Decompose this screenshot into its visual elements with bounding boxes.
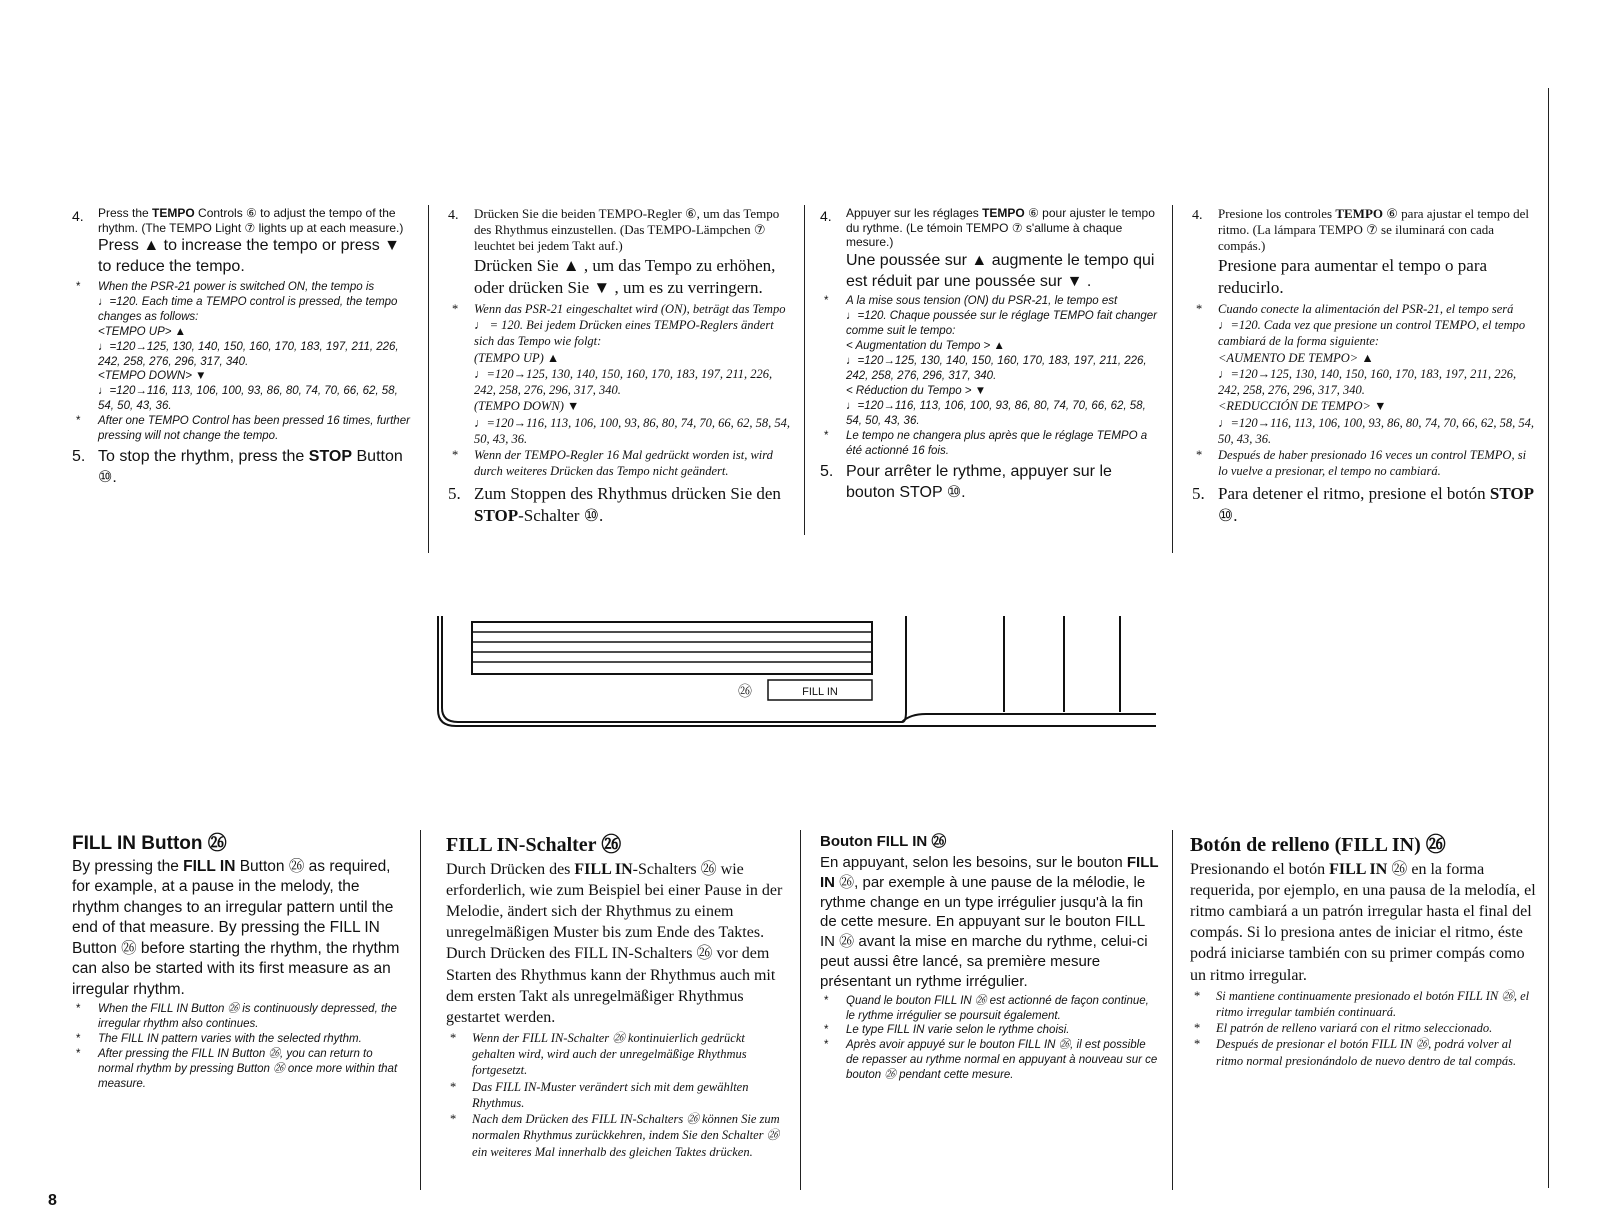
stop-keyword: STOP — [474, 505, 519, 525]
step-summary: Press ▲ to increase the tempo or press ▼ to reduce the tempo. — [98, 237, 401, 276]
fill-in-notes — [1190, 988, 1536, 1069]
section-title: Bouton FILL IN ㉖ — [820, 833, 947, 850]
section-title: FILL IN Button ㉖ — [72, 833, 227, 854]
step-5 — [448, 482, 790, 527]
step-instruction: Drücken Sie die beiden TEMPO-Regler ⑥, um das Tempo des Rhythmus einzustellen. (Das TEMPO-Lämpchen ⑦ leuchtet bei jedem Takt auf.) — [474, 206, 780, 253]
tempo-up-label: (TEMPO UP) ▲ — [474, 350, 560, 365]
column-rule-1 — [428, 205, 429, 553]
note-item — [820, 294, 1160, 428]
step-instruction: Pour arrêter le rythme, appuyer sur le bouton STOP ⑩. — [846, 462, 1112, 501]
note-item: * Después de presionar el botón FILL IN ㉖, podrá volver al ritmo normal presionándolo de nuevo dentro de tal compás. — [1190, 1036, 1536, 1069]
note-item: * Wenn der FILL IN-Schalter ㉖ kontinuierlich gedrückt gehalten wird, wird auch der unregelmäßige Rhythmus fortgesetzt. — [446, 1030, 790, 1079]
tempo-down-values: ♩=120→116, 113, 106, 100, 93, 86, 80, 74, 70, 66, 62, 58, 54, 50, 43, 36. — [98, 385, 398, 413]
tempo-down-label: (TEMPO DOWN) ▼ — [474, 399, 580, 414]
step-number: 4. — [72, 208, 84, 224]
tempo-keyword: TEMPO — [1335, 206, 1384, 221]
tempo-up-values: ♩=120→125, 130, 140, 150, 160, 170, 183, 197, 211, 226, 242, 258, 276, 296, 317, 340. — [1218, 366, 1517, 398]
tempo-section-english — [72, 206, 412, 489]
step-4 — [448, 206, 790, 299]
paragraph-text: By pressing the — [72, 858, 184, 875]
step-instruction — [474, 483, 790, 527]
section-paragraph — [820, 853, 1160, 992]
fill-in-section-german — [446, 828, 790, 1162]
tempo-keyword: TEMPO — [982, 206, 1025, 220]
tempo-down-label: <REDUCCIÓN DE TEMPO> ▼ — [1218, 399, 1387, 414]
tempo-down-values: ♩=120→116, 113, 106, 100, 93, 86, 80, 74, 70, 66, 62, 58, 54, 50, 43, 36. — [474, 415, 790, 446]
tempo-up-values: ♩=120→125, 130, 140, 150, 160, 170, 183, 197, 211, 226, 242, 258, 276, 296, 317, 340. — [98, 340, 399, 368]
paragraph-text: -Schalters ㉖ wie erforderlich, wie zum Beispiel bei einer Pause in der Melodie, ändert sich der Rhythmus zu einem unregelmäßigen Muster bis zum Ende des Taktes. Durch Drücken des FILL IN-Schalters ㉖ vor dem Starten des Rhythmus kann der Rhythmus auch mit dem ersten Takt als unregelmäßiger Rhythmus gestartet werden. — [446, 861, 783, 1026]
note-item: * Si mantiene continuamente presionado el botón FILL IN ㉖, el ritmo irregular también continuará. — [1190, 988, 1536, 1021]
page-number: 8 — [48, 1192, 57, 1209]
section-paragraph — [446, 859, 790, 1028]
note-item: * Le tempo ne changera plus après que le réglage TEMPO a été actionné 16 fois. — [820, 429, 1160, 459]
tempo-up-label: < Augmentation du Tempo > ▲ — [846, 340, 1005, 353]
fill-in-section-english — [72, 828, 410, 1094]
fill-in-button-label: FILL IN — [802, 686, 838, 698]
section-title: Botón de relleno (FILL IN) ㉖ — [1190, 834, 1446, 856]
note-item: * Après avoir appuyé sur le bouton FILL IN ㉖, il est possible de repasser au rythme normal en appuyant à nouveau sur ce bouton ㉖ pendant cette mesure. — [820, 1038, 1160, 1083]
note-text: When the PSR-21 power is switched ON, the tempo is ♩=120. Each time a TEMPO control is pressed, the tempo changes as follows: — [98, 280, 398, 323]
instruction-text: Para detener el ritmo, presione el botón — [1218, 483, 1490, 503]
tempo-down-label: < Réduction du Tempo > ▼ — [846, 385, 987, 398]
tempo-up-values: ♩=120→125, 130, 140, 150, 160, 170, 183, 197, 211, 226, 242, 258, 276, 296, 317, 340. — [846, 355, 1147, 383]
step-5 — [1192, 482, 1536, 527]
step-summary: Presione para aumentar el tempo o para reducirlo. — [1218, 255, 1488, 297]
step-4 — [72, 206, 412, 278]
note-item: * Le type FILL IN varie selon le rythme choisi. — [820, 1023, 1160, 1038]
page-edge-rule — [1548, 88, 1549, 1188]
note-item: * Después de haber presionado 16 veces un control TEMPO, si lo vuelve a presionar, el tempo no cambiará. — [1192, 447, 1536, 480]
tempo-section-spanish — [1192, 206, 1536, 527]
step-5 — [72, 446, 412, 489]
tempo-down-values: ♩=120→116, 113, 106, 100, 93, 86, 80, 74, 70, 66, 62, 58, 54, 50, 43, 36. — [846, 400, 1146, 427]
note-item: * After pressing the FILL IN Button ㉖, you can return to normal rhythm by pressing Button ㉖ once more within that measure. — [72, 1047, 410, 1092]
step-summary: Drücken Sie ▲ , um das Tempo zu erhöhen, oder drücken Sie ▼ , um es zu verringern. — [474, 255, 776, 297]
column-rule-2 — [804, 205, 805, 535]
step-instruction — [98, 447, 412, 489]
display-frame — [472, 622, 872, 674]
tempo-down-values: ♩=120→116, 113, 106, 100, 93, 86, 80, 74, 70, 66, 62, 58, 54, 50, 43, 36. — [1218, 415, 1534, 446]
note-item: * The FILL IN pattern varies with the selected rhythm. — [72, 1032, 410, 1047]
step-number: 5. — [448, 483, 461, 503]
section-paragraph — [72, 857, 410, 1000]
tempo-up-label: <AUMENTO DE TEMPO> ▲ — [1218, 350, 1374, 365]
paragraph-text: Durch Drücken des — [446, 861, 575, 878]
tempo-up-values: ♩=120→125, 130, 140, 150, 160, 170, 183, 197, 211, 226, 242, 258, 276, 296, 317, 340. — [474, 366, 773, 398]
instruction-text: Press the — [98, 206, 153, 220]
tempo-notes — [448, 301, 790, 480]
fill-in-keyword: FILL IN — [183, 858, 236, 875]
paragraph-text: ㉖ en la forma requerida, por ejemplo, en una pausa de la melodía, el ritmo cambiará a un patrón irregular hasta el final del compás. Si lo presiona antes de iniciar el ritmo, éste podrá iniciarse también con su primer compás como un ritmo irregular. — [1190, 861, 1536, 984]
instruction-text: -Schalter ⑩. — [518, 505, 604, 525]
note-text: Wenn das PSR-21 eingeschaltet wird (ON), beträgt das Tempo ♩ = 120. Bei jedem Drücken eines TEMPO-Reglers ändert sich das Tempo wie folgt: — [474, 301, 786, 349]
instruction-text: Presione los controles — [1218, 206, 1336, 221]
step-number: 4. — [448, 208, 459, 223]
step-instruction — [846, 206, 1160, 250]
tempo-keyword: TEMPO — [152, 206, 195, 220]
instruction-text: Controls ⑥ to adjust the tempo of the rhythm. (The TEMPO Light ⑦ lights up at each measure.) — [98, 206, 404, 235]
step-5 — [820, 461, 1160, 504]
tempo-down-label: <TEMPO DOWN> ▼ — [98, 370, 207, 383]
instruction-text: Appuyer sur les réglages — [846, 206, 983, 220]
note-item: * Wenn der TEMPO-Regler 16 Mal gedrückt worden ist, wird durch weiteres Drücken das Tempo nicht geändert. — [448, 447, 790, 480]
step-number: 5. — [1192, 483, 1205, 503]
fill-in-notes — [446, 1030, 790, 1160]
tempo-section-french — [820, 206, 1160, 503]
column-rule-4 — [420, 830, 421, 1190]
fill-in-keyword: FILL IN — [574, 861, 633, 878]
fill-in-section-french — [820, 830, 1160, 1085]
section-paragraph — [1190, 859, 1536, 986]
note-item — [448, 301, 790, 447]
instruction-text: ⑥ para ajustar el tempo del ritmo. (La lámpara TEMPO ⑦ se iluminará con cada compás.) — [1218, 206, 1529, 253]
step-4 — [820, 206, 1160, 292]
fill-in-panel-illustration — [436, 608, 1156, 738]
step-instruction — [1218, 206, 1536, 254]
instruction-text: To stop the rhythm, press the — [98, 448, 309, 466]
stop-keyword: STOP — [308, 448, 353, 466]
note-item — [72, 280, 412, 414]
tempo-notes — [1192, 301, 1536, 480]
instruction-text: ⑥ pour ajuster le tempo du rythme. (Le témoin TEMPO ⑦ s'allume à chaque mesure.) — [846, 206, 1155, 250]
fill-in-notes — [72, 1002, 410, 1092]
fill-in-badge: ㉖ — [738, 684, 752, 700]
paragraph-text: Button ㉖ as required, for example, at a pause in the melody, the rhythm changes to an irregular pattern until the end of that measure. By pressing the FILL IN Button ㉖ before starting the rhythm, the rhythm can also be started with its first measure as an irregular rhythm. — [72, 858, 400, 998]
column-rule-3 — [1172, 205, 1173, 553]
note-text: Cuando conecte la alimentación del PSR-21, el tempo será ♩=120. Cada vez que presione un control TEMPO, el tempo cambiará de la forma siguiente: — [1218, 301, 1526, 349]
fill-in-section-spanish — [1190, 828, 1536, 1071]
note-item: * When the FILL IN Button ㉖ is continuously depressed, the irregular rhythm also continues. — [72, 1002, 410, 1032]
column-rule-5 — [800, 830, 801, 1190]
step-instruction — [98, 206, 412, 235]
note-text: A la mise sous tension (ON) du PSR-21, le tempo est ♩=120. Chaque poussée sur le réglage TEMPO fait changer comme suit le tempo: — [846, 295, 1157, 338]
fill-in-notes — [820, 994, 1160, 1084]
fill-in-keyword: FILL IN — [820, 854, 1159, 891]
step-number: 5. — [72, 448, 86, 466]
fill-in-keyword: FILL IN — [1329, 861, 1388, 878]
column-rule-6 — [1172, 830, 1173, 1190]
tempo-section-german — [448, 206, 790, 527]
paragraph-text: En appuyant, selon les besoins, sur le bouton — [820, 854, 1127, 871]
step-number: 4. — [1192, 208, 1203, 223]
tempo-notes — [820, 294, 1160, 458]
step-summary: Une poussée sur ▲ augmente le tempo qui est réduit par une poussée sur ▼ . — [846, 251, 1155, 290]
paragraph-text: ㉖, par exemple à une pause de la mélodie, le rythme change en un type irrégulier jusqu'à la fin de cette mesure. En appuyant sur le bouton FILL IN ㉖ avant la mise en marche du rythme, celui-ci peut aussi être lancé, sa première mesure présentant un rythme irrégulier. — [820, 873, 1148, 990]
section-title: FILL IN-Schalter ㉖ — [446, 834, 622, 856]
instruction-text: Button ⑩. — [98, 448, 403, 486]
note-item: * Nach dem Drücken des FILL IN-Schalters ㉖ können Sie zum normalen Rhythmus zurückkehren, indem Sie den Schalter ㉖ ein weiteres Mal innerhalb des gleichen Taktes drücken. — [446, 1111, 790, 1160]
step-number: 4. — [820, 208, 832, 224]
step-4 — [1192, 206, 1536, 299]
paragraph-text: Presionando el botón — [1190, 861, 1330, 878]
note-item: * El patrón de relleno variará con el ritmo seleccionado. — [1190, 1020, 1536, 1036]
note-item — [1192, 301, 1536, 447]
tempo-notes — [72, 280, 412, 444]
instruction-text: ⑩. — [1218, 505, 1238, 525]
step-number: 5. — [820, 462, 834, 480]
instruction-text: Zum Stoppen des Rhythmus drücken Sie den — [474, 483, 781, 503]
stop-keyword: STOP — [1489, 483, 1535, 503]
note-item: * Das FILL IN-Muster verändert sich mit dem gewählten Rhythmus. — [446, 1079, 790, 1112]
tempo-up-label: <TEMPO UP> ▲ — [98, 325, 187, 338]
panel-baseline — [902, 714, 1156, 726]
step-instruction — [1218, 483, 1536, 527]
note-item: * After one TEMPO Control has been pressed 16 times, further pressing will not change the tempo. — [72, 414, 412, 444]
note-item: * Quand le bouton FILL IN ㉖ est actionné de façon continue, le rythme irrégulier se poursuit également. — [820, 994, 1160, 1024]
